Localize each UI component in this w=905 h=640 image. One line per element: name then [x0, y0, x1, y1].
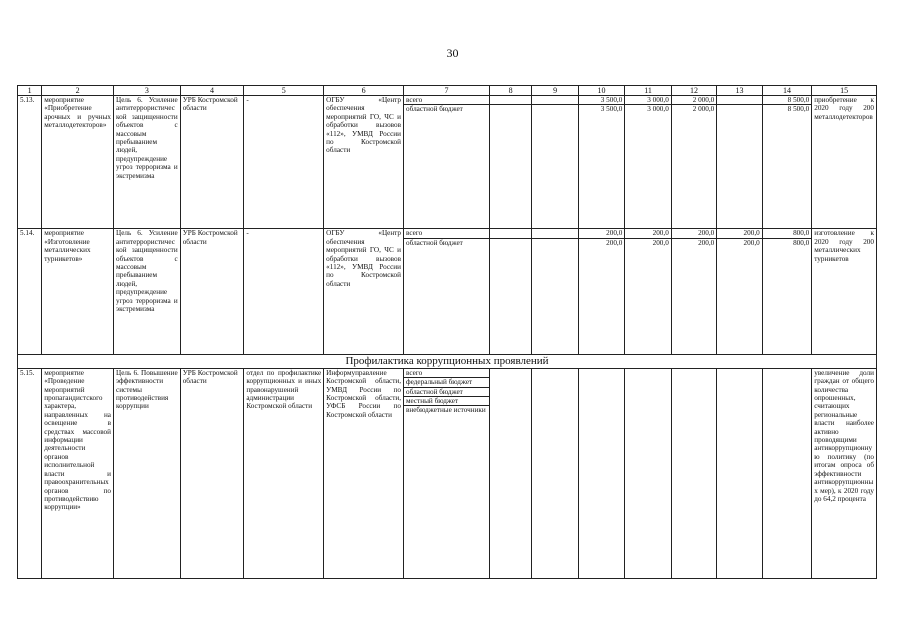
section-row — [18, 354, 877, 368]
value-cell: 3 500,0 — [578, 105, 624, 229]
value-cell — [717, 368, 762, 578]
executor-cell: Информуправление Костромской области, УМВД России по Костромской области, УФСБ России по Костромской области — [324, 368, 404, 578]
header-cell: 3 — [114, 86, 181, 96]
value-cell: 3 000,0 — [625, 96, 671, 105]
coexec-cell: - — [244, 96, 324, 229]
activity-cell: мероприятие «Проведение мероприятий пропагандистского характера, направленных на освещение в средствах массовой информации деятельности органов исполнительной власти и правоохранительных органов по противодействию коррупции» — [42, 368, 114, 578]
row-id: 5.13. — [18, 96, 42, 229]
value-cell: 800,0 — [762, 229, 812, 238]
activity-cell: мероприятие «Изготовление металлических турникетов» — [42, 229, 114, 354]
section-title: Профилактика коррупционных проявлений — [18, 354, 877, 368]
admin-cell: УРБ Костромской области — [180, 368, 244, 578]
value-cell — [489, 238, 531, 354]
source-item: областной бюджет — [404, 388, 489, 397]
value-cell — [532, 238, 578, 354]
value-cell: 200,0 — [671, 238, 716, 354]
source-cell: областной бюджет — [404, 238, 490, 354]
result-cell: изготовление к 2020 году 200 металлических турникетов — [812, 229, 877, 354]
table-row — [18, 229, 877, 238]
value-cell — [717, 105, 762, 229]
value-cell — [532, 96, 578, 105]
admin-cell: УРБ Костромской области — [180, 96, 244, 229]
header-cell: 5 — [244, 86, 324, 96]
goal-cell: Цель 6. Усиление антитеррористической защищенности объектов с массовым пребыванием людей, предупреждение угроз терроризма и экстремизма — [114, 96, 181, 229]
row-id: 5.15. — [18, 368, 42, 578]
header-cell: 6 — [324, 86, 404, 96]
executor-cell: ОГБУ «Центр обеспечения мероприятий ГО, ЧС и обработки вызовов «112», УМВД России по Костромской области — [324, 229, 404, 354]
value-cell: 200,0 — [578, 229, 624, 238]
value-cell — [532, 105, 578, 229]
value-cell — [532, 368, 578, 578]
header-cell: 10 — [578, 86, 624, 96]
source-item: федеральный бюджет — [404, 378, 489, 387]
source-item: местный бюджет — [404, 397, 489, 406]
header-cell: 11 — [625, 86, 671, 96]
result-cell: увеличение доли граждан от общего количества опрошенных, считающих региональные власти наиболее активно проводящими антикоррупционную политику (по итогам опроса об эффективности антикоррупционных мер), к 2020 году до 64,2 процента — [812, 368, 877, 578]
header-cell: 4 — [180, 86, 244, 96]
header-cell: 8 — [489, 86, 531, 96]
header-cell: 1 — [18, 86, 42, 96]
coexec-cell: - — [244, 229, 324, 354]
value-cell — [717, 96, 762, 105]
value-cell — [489, 105, 531, 229]
activity-cell: мероприятие «Приобретение арочных и ручных металлодетекторов» — [42, 96, 114, 229]
admin-cell: УРБ Костромской области — [180, 229, 244, 354]
source-cell: всего — [404, 96, 490, 105]
goal-cell: Цель 6. Усиление антитеррористической защищенности объектов с массовым пребыванием людей, предупреждение угроз терроризма и экстремизма — [114, 229, 181, 354]
value-cell: 2 000,0 — [671, 96, 716, 105]
value-cell: 200,0 — [671, 229, 716, 238]
source-item: всего — [404, 369, 489, 378]
source-item: внебюджетные источники — [406, 406, 486, 415]
header-cell: 2 — [42, 86, 114, 96]
executor-cell: ОГБУ «Центр обеспечения мероприятий ГО, ЧС и обработки вызовов «112», УМВД России по Костромской области — [324, 96, 404, 229]
value-cell: 200,0 — [717, 238, 762, 354]
value-cell — [578, 368, 624, 578]
table-row — [18, 368, 877, 578]
value-cell — [762, 368, 812, 578]
value-cell: 200,0 — [578, 238, 624, 354]
header-cell: 9 — [532, 86, 578, 96]
value-cell: 200,0 — [625, 238, 671, 354]
value-cell — [489, 96, 531, 105]
value-cell: 8 500,0 — [762, 105, 812, 229]
header-cell: 7 — [404, 86, 490, 96]
value-cell — [489, 368, 531, 578]
header-cell: 13 — [717, 86, 762, 96]
coexec-cell: отдел по профилактике коррупционных и иных правонарушений администрации Костромской области — [244, 368, 324, 578]
value-cell: 200,0 — [717, 229, 762, 238]
value-cell — [489, 229, 531, 238]
row-id: 5.14. — [18, 229, 42, 354]
program-table — [17, 85, 877, 579]
value-cell: 3 000,0 — [625, 105, 671, 229]
value-cell — [625, 368, 671, 578]
result-cell: приобретение к 2020 году 200 металлодетекторов — [812, 96, 877, 229]
value-cell — [671, 368, 716, 578]
header-cell: 12 — [671, 86, 716, 96]
source-cell: областной бюджет — [404, 105, 490, 229]
header-cell: 14 — [762, 86, 812, 96]
value-cell — [532, 229, 578, 238]
goal-cell: Цель 6. Повышение эффективности системы противодействия коррупции — [114, 368, 181, 578]
header-row — [18, 86, 877, 96]
value-cell: 8 500,0 — [762, 96, 812, 105]
value-cell: 3 500,0 — [578, 96, 624, 105]
value-cell: 2 000,0 — [671, 105, 716, 229]
table-row — [18, 96, 877, 105]
source-cell: всего — [404, 229, 490, 238]
header-cell: 15 — [812, 86, 877, 96]
value-cell: 800,0 — [762, 238, 812, 354]
page-number: 30 — [446, 46, 459, 60]
sources-cell — [404, 368, 490, 578]
value-cell: 200,0 — [625, 229, 671, 238]
